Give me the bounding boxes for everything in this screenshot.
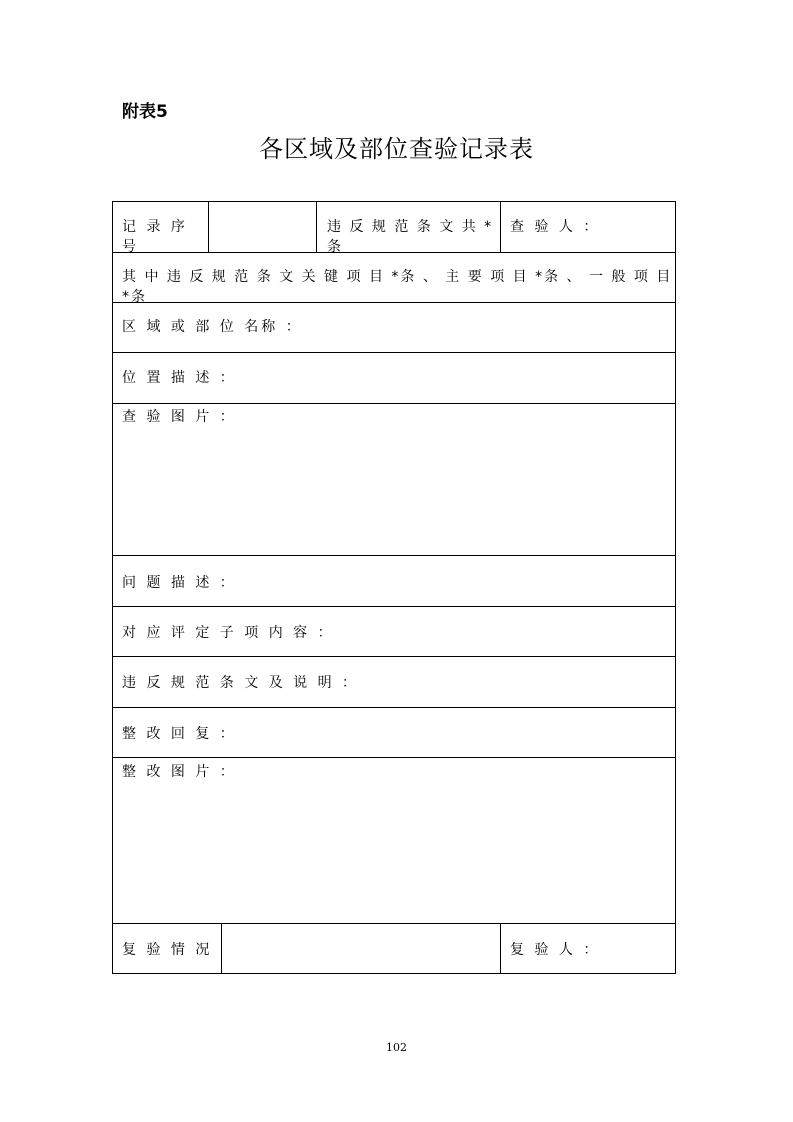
problem-description-label: 问 题 描 述 ：	[122, 575, 237, 591]
violation-total-label: 违 反 规 范 条 文 共 *条	[327, 219, 494, 255]
reinspector-label: 复 验 人 ：	[510, 942, 601, 958]
violation-breakdown: 其 中 违 反 规 范 条 文 关 键 项 目 *条 、 主 要 项 目 *条 、 一 般 项 目 *条	[122, 269, 673, 305]
row-divider	[113, 923, 675, 924]
row-divider	[113, 707, 675, 708]
area-name-label: 区 域 或 部 位 名称 ：	[122, 319, 303, 335]
violation-clause-label: 违 反 规 范 条 文 及 说 明 ：	[122, 675, 360, 691]
row-divider	[113, 555, 675, 556]
page-number: 102	[386, 1041, 407, 1054]
subitem-content-label: 对 应 评 定 子 项 内 容 ：	[122, 625, 335, 641]
location-label: 位 置 描 述 ：	[122, 370, 237, 386]
inspection-photo-label: 查 验 图 片 ：	[122, 409, 237, 425]
annex-label: 附表5	[122, 102, 168, 122]
row-divider	[113, 757, 675, 758]
row-divider	[113, 606, 675, 607]
reinspection-label: 复 验 情 况	[122, 942, 213, 958]
column-divider	[221, 923, 222, 973]
row-divider	[113, 656, 675, 657]
inspector-label: 查 验 人 ：	[510, 219, 601, 235]
row-divider	[113, 352, 675, 353]
row-divider	[113, 403, 675, 404]
document-title: 各区域及部位查验记录表	[259, 135, 534, 163]
inspection-record-form	[112, 201, 676, 974]
rectification-reply-label: 整 改 回 复 ：	[122, 726, 237, 742]
column-divider	[208, 202, 209, 252]
rectification-photo-label: 整 改 图 片 ：	[122, 764, 237, 780]
record-number-label: 记 录 序 号	[122, 219, 188, 255]
